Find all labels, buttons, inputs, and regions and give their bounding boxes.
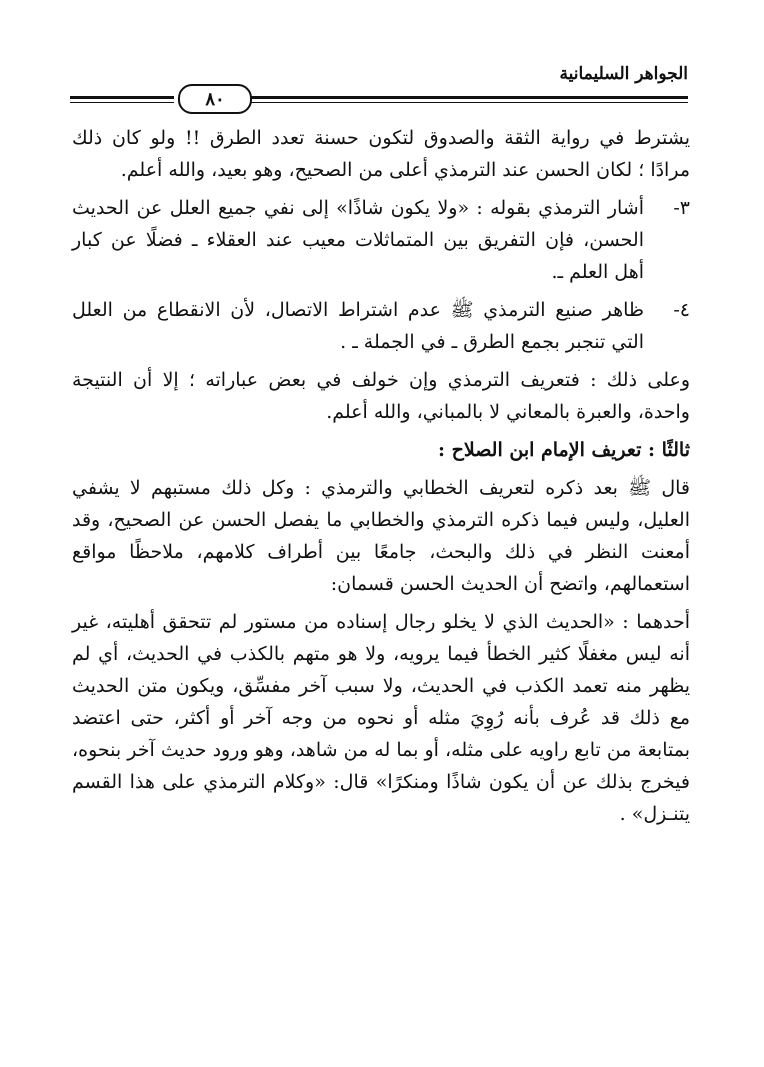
- paragraph-4: أحدهما : «الحديث الذي لا يخلو رجال إسناده من مستور لم تتحقق أهليته، غير أنه ليس مغفلًا كثير الخطأ فيما يرويه، ولا هو متهم بالكذب في الحديث، أي لم يظهر منه تعمد الكذب في الحديث، ولا سبب آخر مفسِّق، ويكون متن الحديث مع ذلك قد عُرف بأنه رُوِيَ مثله أو نحوه من وجه آخر أو أكثر، حتى اعتضد بمتابعة من تابع راويه على مثله، أو بما له من شاهد، وهو ورود حديث آخر بنحوه، فيخرج بذلك عن أن يكون شاذًا ومنكرًا» قال: «وكلام الترمذي على هذا القسم يتنـزل» .: [72, 611, 690, 825]
- paragraph-1: يشترط في رواية الثقة والصدوق لتكون حسنة تعدد الطرق !! ولو كان ذلك مرادًا ؛ لكان الحسن عند الترمذي أعلى من الصحيح، وهو بعيد، والله أعلم.: [72, 127, 690, 181]
- list-text: أشار الترمذي بقوله : «ولا يكون شاذًا» إلى نفي جميع العلل عن الحديث الحسن، فإن التفريق بين المتماثلات معيب عند العقلاء ـ فضلًا عن كبار أهل العلم ـ.: [72, 197, 644, 283]
- section-heading: ثالثًا : تعريف الإمام ابن الصلاح :: [437, 439, 690, 461]
- page-number: ٨٠: [178, 84, 252, 114]
- list-item-3: [72, 192, 690, 288]
- list-text: ظاهر صنيع الترمذي ﷺ عدم اشتراط الاتصال، لأن الانقطاع من العلل التي تنجبر بجمع الطرق ـ في الجملة ـ .: [72, 299, 644, 353]
- header-rule: [233, 96, 688, 99]
- page-header: [70, 60, 688, 110]
- list-number: ٤-: [673, 299, 690, 321]
- paragraph-2: وعلى ذلك : فتعريف الترمذي وإن خولف في بعض عباراته ؛ إلا أن النتيجة واحدة، والعبرة بالمعاني لا بالمباني، والله أعلم.: [72, 369, 690, 423]
- header-rule-short: [70, 96, 174, 99]
- running-title: الجواهر السليمانية: [559, 64, 688, 84]
- list-number: ٣-: [673, 197, 690, 219]
- page-body: [72, 122, 690, 836]
- list-item-4: [72, 294, 690, 358]
- paragraph-3: قال ﷺ بعد ذكره لتعريف الخطابي والترمذي : وكل ذلك مستبهم لا يشفي العليل، وليس فيما ذكره الترمذي والخطابي ما يفصل الحسن عن الصحيح، وقد أمعنت النظر في ذلك والبحث، جامعًا بين أطراف كلامهم، ملاحظًا مواقع استعمالهم، واتضح أن الحديث الحسن قسمان:: [72, 477, 690, 595]
